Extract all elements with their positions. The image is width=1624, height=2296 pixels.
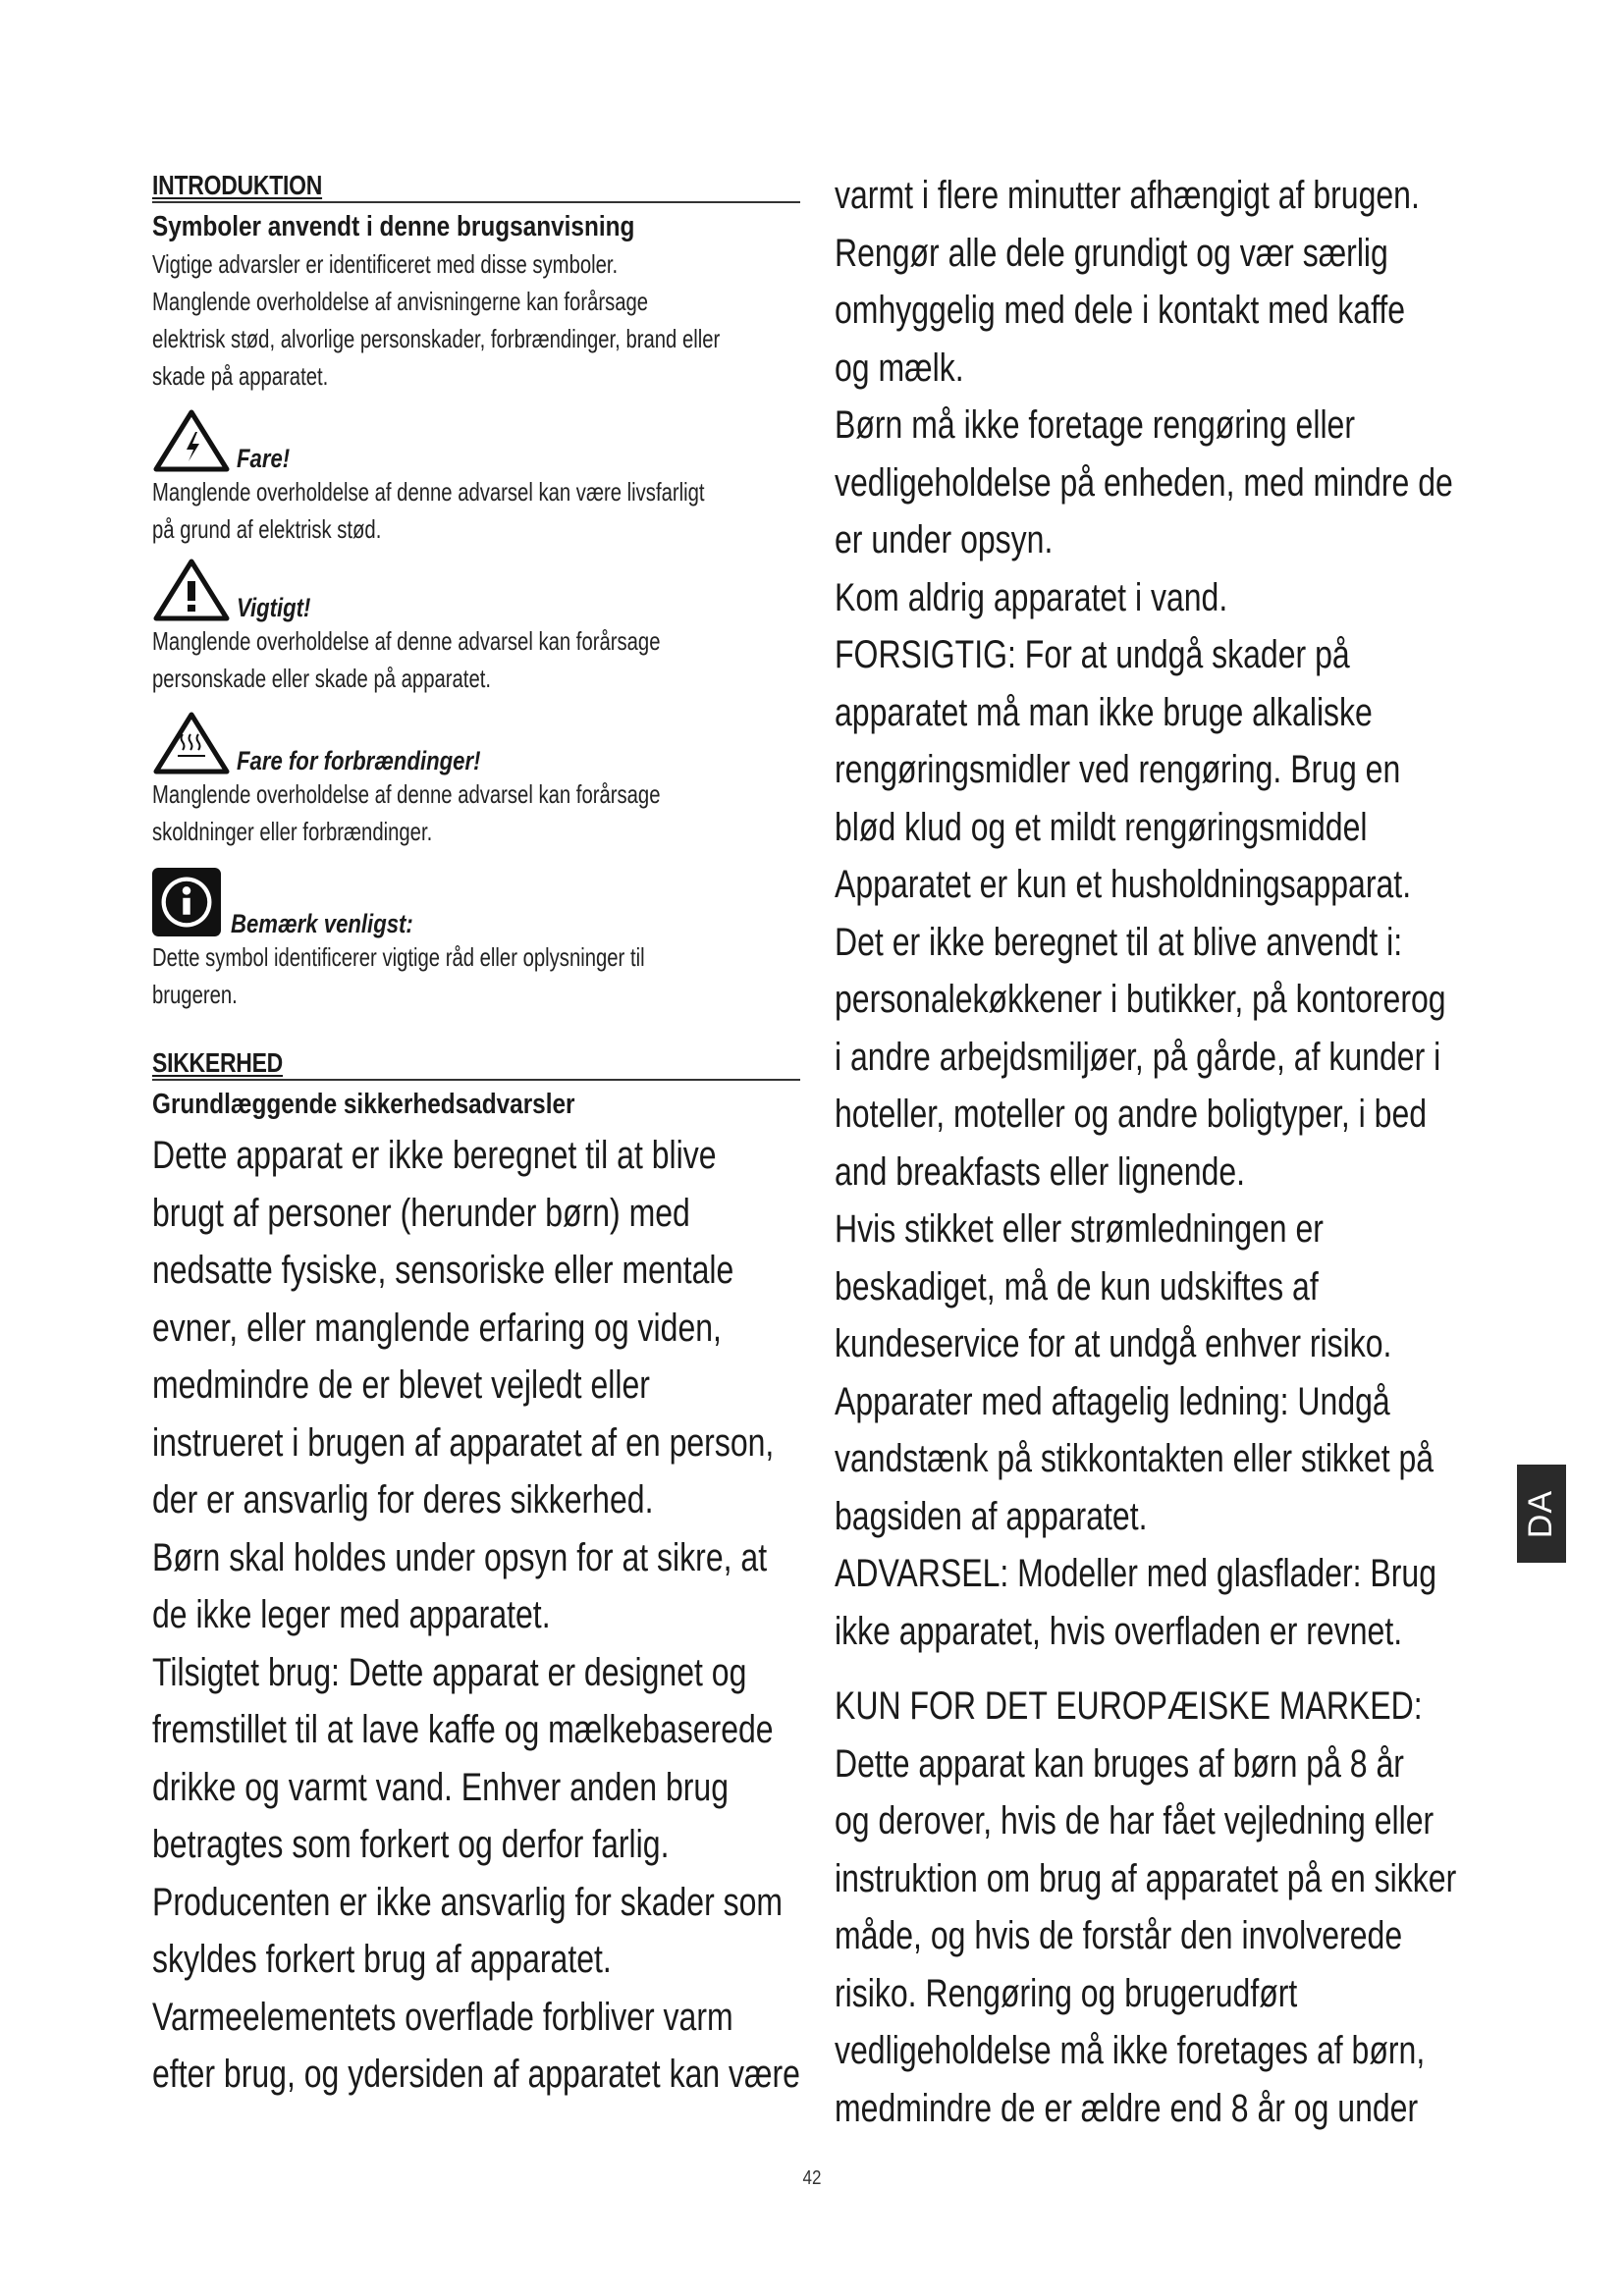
text-line: er under opsyn.: [835, 518, 1054, 561]
text-line: medmindre de er blevet vejledt eller: [152, 1363, 650, 1407]
info-icon: [152, 866, 221, 938]
text-line: vandstænk på stikkontakten eller stikket på: [835, 1437, 1435, 1480]
text-line: Apparater med aftagelig ledning: Undgå: [835, 1379, 1390, 1423]
text-line: skade på apparatet.: [152, 361, 329, 391]
warning-title: Vigtigt!: [237, 593, 311, 622]
note-info: [152, 860, 800, 1013]
text-line: Rengør alle dele grundigt og vær særlig: [835, 231, 1388, 275]
right-column: [835, 167, 1502, 2137]
text-line: Apparatet er kun et husholdningsapparat.: [835, 863, 1412, 906]
text-line: bagsiden af apparatet.: [835, 1494, 1148, 1538]
page-number: 42: [802, 2167, 822, 2189]
text-line: blød klud og et mildt rengøringsmiddel: [835, 805, 1368, 849]
left-column: [152, 169, 800, 2104]
text-line: på grund af elektrisk stød.: [152, 514, 382, 544]
text-line: beskadiget, må de kun udskiftes af: [835, 1264, 1319, 1308]
text-line: og derover, hvis de har fået vejledning eller: [835, 1799, 1435, 1842]
text-line: evner, eller manglende erfaring og viden,: [152, 1306, 722, 1350]
text-line: Det er ikke beregnet til at blive anvendt i:: [835, 920, 1403, 964]
text-line: Varmeelementets overflade forbliver varm: [152, 1995, 733, 2039]
warning-important: [152, 558, 800, 697]
text-line: Dette apparat kan bruges af børn på 8 år: [835, 1741, 1404, 1786]
text-line: hoteller, moteller og andre boligtyper, i bed: [835, 1093, 1428, 1136]
text-line: ikke apparatet, hvis overfladen er revnet.: [835, 1609, 1403, 1653]
safety-header: SIKKERHED: [152, 1047, 284, 1078]
safety-right-text: [835, 167, 1502, 1660]
text-line: efter brug, og ydersiden af apparatet kan være: [152, 2053, 800, 2096]
intro-header-row: [152, 169, 800, 204]
safety-header-row: [152, 1046, 800, 1082]
warning-danger: [152, 408, 800, 548]
text-line: Børn må ikke foretage rengøring eller: [835, 403, 1355, 447]
text-line: der er ansvarlig for deres sikkerhed.: [152, 1478, 654, 1522]
text-line: rengøringsmidler ved rengøring. Brug en: [835, 748, 1401, 791]
intro-paragraph: [152, 245, 800, 395]
text-line: medmindre de er ældre end 8 år og under: [835, 2086, 1419, 2130]
intro-header: INTRODUKTION: [152, 170, 323, 200]
text-line: brugeren.: [152, 980, 238, 1009]
warning-title: Fare!: [237, 444, 291, 473]
text-line: Manglende overholdelse af denne advarsel kan forårsage: [152, 779, 661, 809]
text-line: Dette apparat er ikke beregnet til at blive: [152, 1134, 717, 1177]
text-line: varmt i flere minutter afhængigt af brugen.: [835, 174, 1420, 217]
text-line: skyldes forkert brug af apparatet.: [152, 1938, 612, 1981]
text-line: personskade eller skade på apparatet.: [152, 664, 491, 693]
text-line: nedsatte fysiske, sensoriske eller mentale: [152, 1249, 734, 1292]
text-line: og mælk.: [835, 346, 964, 390]
text-line: Dette symbol identificerer vigtige råd eller oplysninger til: [152, 942, 645, 972]
safety-subheading: Grundlæggende sikkerhedsadvarsler: [152, 1089, 575, 1120]
language-tab-label: DA: [1522, 1489, 1560, 1538]
text-line: Kom aldrig apparatet i vand.: [835, 575, 1228, 619]
hot-surface-icon: [152, 711, 235, 775]
warning-title: Fare for forbrændinger!: [237, 746, 481, 775]
text-line: Børn skal holdes under opsyn for at sikre, at: [152, 1535, 768, 1579]
text-line: FORSIGTIG: For at undgå skader på: [835, 633, 1350, 676]
text-line: instruktion om brug af apparatet på en sikker: [835, 1856, 1457, 1900]
note-title: Bemærk venligst:: [231, 909, 413, 938]
text-line: omhyggelig med dele i kontakt med kaffe: [835, 289, 1406, 332]
intro-subheading: Symboler anvendt i denne brugsanvisning: [152, 211, 635, 242]
text-line: Tilsigtet brug: Dette apparat er designet og: [152, 1650, 747, 1694]
safety-left-text: [152, 1127, 800, 2104]
text-line: brugt af personer (herunder børn) med: [152, 1191, 690, 1235]
text-line: risiko. Rengøring og brugerudført: [835, 1971, 1298, 2015]
text-line: ADVARSEL: Modeller med glasflader: Brug: [835, 1552, 1437, 1595]
text-line: skoldninger eller forbrændinger.: [152, 817, 433, 846]
text-line: betragtes som forkert og derfor farlig.: [152, 1823, 670, 1866]
text-line: personalekøkkener i butikker, på kontorerog: [835, 978, 1446, 1021]
text-line: and breakfasts eller lignende.: [835, 1149, 1246, 1194]
text-line: Hvis stikket eller strømledningen er: [835, 1207, 1324, 1251]
eu-market-header: KUN FOR DET EUROPÆISKE MARKED:: [835, 1684, 1423, 1728]
text-line: kundeservice for at undgå enhver risiko.: [835, 1322, 1392, 1365]
text-line: Manglende overholdelse af anvisningerne kan forårsage: [152, 287, 649, 316]
text-line: drikke og varmt vand. Enhver anden brug: [152, 1765, 729, 1809]
text-line: instrueret i brugen af apparatet af en person,: [152, 1420, 775, 1465]
text-line: måde, og hvis de forstår den involverede: [835, 1914, 1403, 1957]
text-line: vedligeholdelse må ikke foretages af børn,: [835, 2029, 1426, 2072]
text-line: Vigtige advarsler er identificeret med disse symboler.: [152, 249, 619, 279]
text-line: fremstillet til at lave kaffe og mælkebaserede: [152, 1708, 774, 1751]
text-line: Producenten er ikke ansvarlig for skader som: [152, 1880, 784, 1924]
text-line: Manglende overholdelse af denne advarsel kan være livsfarligt: [152, 477, 705, 507]
text-line: Manglende overholdelse af denne advarsel kan forårsage: [152, 626, 661, 656]
text-line: elektrisk stød, alvorlige personskader, forbrændinger, brand eller: [152, 324, 721, 353]
text-line: vedligeholdelse på enheden, med mindre de: [835, 460, 1453, 505]
text-line: i andre arbejdsmiljøer, på gårde, af kunder i: [835, 1035, 1441, 1079]
language-tab: [1517, 1465, 1566, 1563]
important-exclamation-icon: [152, 558, 235, 622]
text-line: apparatet må man ikke bruge alkaliske: [835, 690, 1373, 734]
text-line: de ikke leger med apparatet.: [152, 1593, 551, 1636]
eu-market-section: [835, 1678, 1502, 2137]
warning-burn: [152, 711, 800, 850]
danger-electric-icon: [152, 408, 235, 473]
